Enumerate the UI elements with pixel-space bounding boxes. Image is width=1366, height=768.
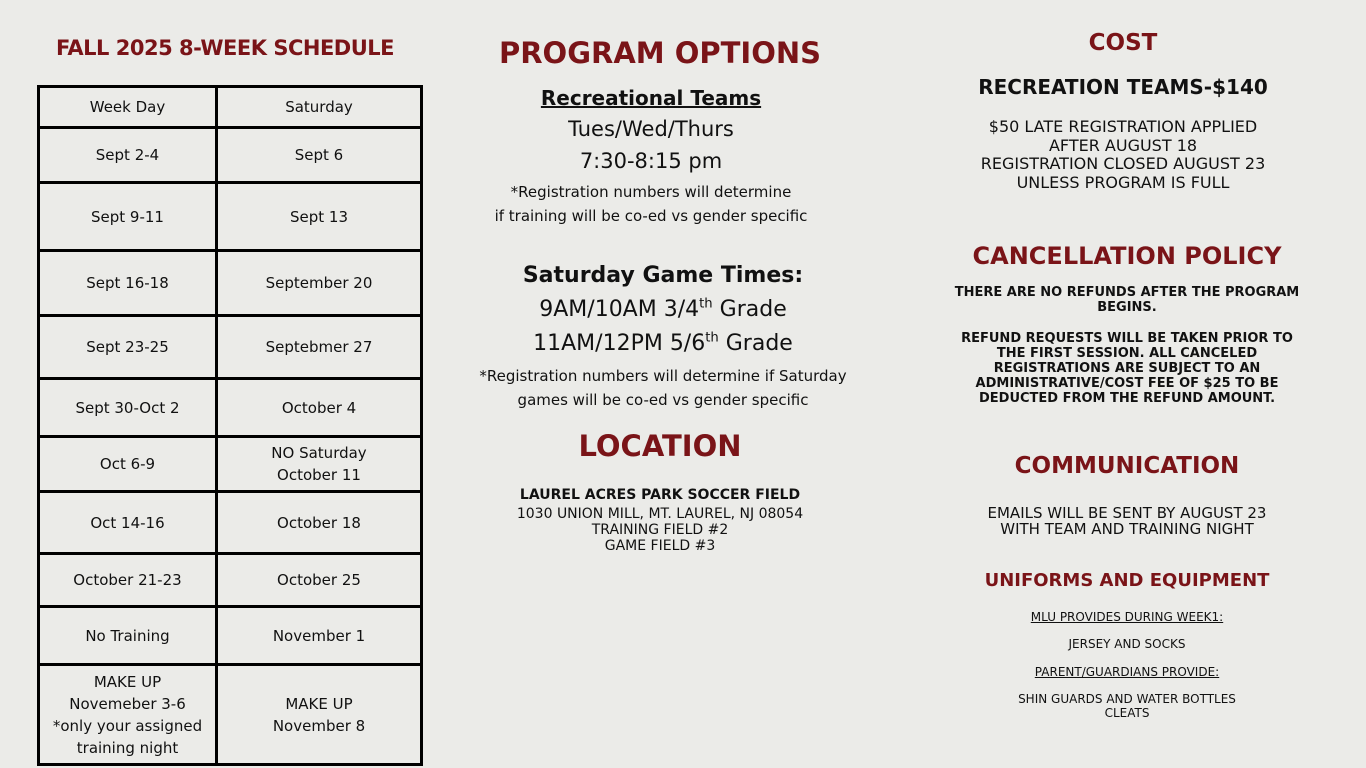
mlu-provides-heading: MLU PROVIDES DURING WEEK1: xyxy=(1030,610,1224,624)
cell-line: Oct 14-16 xyxy=(90,513,165,532)
cell-line: Oct 6-9 xyxy=(99,455,156,473)
game1-grade: Grade xyxy=(712,297,787,322)
game1-sup: th xyxy=(699,296,713,312)
game2-sup: th xyxy=(705,330,719,346)
cost-details xyxy=(940,118,1306,192)
game2-grade: Grade xyxy=(718,331,793,356)
table-row xyxy=(39,128,422,183)
saturday-cell xyxy=(217,492,422,554)
rec-note-line-1: *Registration numbers will determine xyxy=(510,183,792,201)
program-options-title: PROGRAM OPTIONS xyxy=(498,36,822,70)
table-row xyxy=(39,607,422,665)
cell-line: *only your assigned xyxy=(52,716,203,735)
cancellation-paragraph-1: THERE ARE NO REFUNDS AFTER THE PROGRAM BEGINS. xyxy=(954,285,1300,315)
weekday-cell xyxy=(39,492,217,554)
communication-line-2: WITH TEAM AND TRAINING NIGHT xyxy=(1000,520,1254,538)
game-times-heading: Saturday Game Times: xyxy=(522,263,804,288)
location-name: LAUREL ACRES PARK SOCCER FIELD xyxy=(519,487,801,503)
cell-line: Novemeber 3-6 xyxy=(69,694,186,713)
cell-line: Septebmer 27 xyxy=(265,338,373,356)
table-row xyxy=(39,316,422,379)
cell-line: training night xyxy=(76,738,179,757)
game-time-5-6-grade xyxy=(440,331,886,356)
cell-line: November 1 xyxy=(272,626,366,645)
cell-line: MAKE UP xyxy=(93,672,162,691)
cell-line: October 25 xyxy=(277,571,361,589)
weekday-cell xyxy=(39,251,217,316)
recreational-days: Tues/Wed/Thurs xyxy=(568,117,734,141)
parent-item-line-1: SHIN GUARDS AND WATER BOTTLES xyxy=(1018,692,1236,706)
table-row xyxy=(39,437,422,492)
schedule-table xyxy=(37,85,423,766)
game-note-line-2: games will be co-ed vs gender specific xyxy=(517,391,809,409)
weekday-cell xyxy=(39,183,217,251)
parent-provides-items xyxy=(940,692,1314,720)
cell-line: Sept 16-18 xyxy=(86,274,169,292)
cell-line: Sept 23-25 xyxy=(86,338,169,356)
table-row xyxy=(39,183,422,251)
cell-line: September 20 xyxy=(265,274,373,292)
weekday-cell xyxy=(39,607,217,665)
game-note xyxy=(440,364,886,412)
location-title: LOCATION xyxy=(578,429,742,463)
weekday-cell xyxy=(39,665,217,765)
saturday-cell xyxy=(217,316,422,379)
cell-line: Sept 13 xyxy=(289,207,348,226)
cell-line: Sept 30-Oct 2 xyxy=(75,398,180,417)
saturday-cell xyxy=(217,251,422,316)
mlu-provides-items: JERSEY AND SOCKS xyxy=(1068,637,1186,651)
game-note-line-1: *Registration numbers will determine if Saturday xyxy=(479,367,847,385)
saturday-cell xyxy=(217,379,422,437)
communication-title: COMMUNICATION xyxy=(1014,453,1240,479)
saturday-cell xyxy=(217,554,422,607)
cancellation-policy-title: CANCELLATION POLICY xyxy=(972,242,1282,270)
cost-line-2: AFTER AUGUST 18 xyxy=(1048,135,1198,155)
schedule-title: FALL 2025 8-WEEK SCHEDULE xyxy=(55,36,394,60)
parent-item-line-2: CLEATS xyxy=(1104,706,1150,720)
cost-line-3: REGISTRATION CLOSED AUGUST 23 xyxy=(980,154,1266,173)
saturday-cell xyxy=(217,665,422,765)
weekday-cell xyxy=(39,316,217,379)
cell-line: NO Saturday xyxy=(271,444,367,462)
location-address: 1030 UNION MILL, MT. LAUREL, NJ 08054 xyxy=(516,506,804,522)
location-training-field: TRAINING FIELD #2 xyxy=(591,522,729,538)
cell-line: October 4 xyxy=(281,398,357,417)
cell-line: Sept 9-11 xyxy=(91,207,164,226)
communication-line-1: EMAILS WILL BE SENT BY AUGUST 23 xyxy=(987,504,1267,522)
game2-time: 11AM/12PM 5/6 xyxy=(533,331,706,356)
recreational-time: 7:30-8:15 pm xyxy=(579,149,723,173)
table-row xyxy=(39,251,422,316)
header-saturday: Saturday xyxy=(217,87,422,128)
weekday-cell xyxy=(39,554,217,607)
header-week-day: Week Day xyxy=(39,87,217,128)
cell-line: October 18 xyxy=(277,513,361,532)
game1-time: 9AM/10AM 3/4 xyxy=(539,297,700,322)
cost-title: COST xyxy=(1088,30,1158,56)
weekday-cell xyxy=(39,437,217,492)
saturday-cell xyxy=(217,183,422,251)
table-row xyxy=(39,665,422,765)
table-row xyxy=(39,492,422,554)
game-time-3-4-grade xyxy=(440,297,886,322)
cell-line: November 8 xyxy=(272,716,366,735)
table-row xyxy=(39,379,422,437)
communication-details xyxy=(940,505,1314,537)
cell-line: October 11 xyxy=(277,466,361,484)
uniforms-title: UNIFORMS AND EQUIPMENT xyxy=(984,570,1270,591)
weekday-cell xyxy=(39,379,217,437)
recreational-teams-heading: Recreational Teams xyxy=(540,86,762,110)
schedule-table-body xyxy=(39,87,422,765)
location-details xyxy=(440,506,880,554)
saturday-cell xyxy=(217,128,422,183)
cost-line-4: UNLESS PROGRAM IS FULL xyxy=(1016,172,1230,192)
weekday-cell xyxy=(39,128,217,183)
table-header-row xyxy=(39,87,422,128)
cost-line-1: $50 LATE REGISTRATION APPLIED xyxy=(988,117,1258,136)
saturday-cell xyxy=(217,437,422,492)
cell-line: Sept 2-4 xyxy=(95,146,160,164)
cancellation-paragraph-2: REFUND REQUESTS WILL BE TAKEN PRIOR TO THE FIRST SESSION. ALL CANCELED REGISTRATIONS ARE SUBJECT TO AN ADMINISTRATIVE/COST FEE OF $25 TO BE DEDUCTED FROM THE REFUND AMOUNT. xyxy=(961,331,1293,406)
cell-line: MAKE UP xyxy=(285,694,353,713)
table-row xyxy=(39,554,422,607)
cell-line: No Training xyxy=(85,626,170,645)
cell-line: October 21-23 xyxy=(73,571,182,589)
location-game-field: GAME FIELD #3 xyxy=(604,538,716,554)
saturday-cell xyxy=(217,607,422,665)
recreation-team-cost: RECREATION TEAMS-$140 xyxy=(978,75,1268,99)
rec-note-line-2: if training will be co-ed vs gender specific xyxy=(494,207,808,225)
recreational-note xyxy=(440,180,862,228)
cell-line: Sept 6 xyxy=(294,146,344,164)
parent-provides-heading: PARENT/GUARDIANS PROVIDE: xyxy=(1034,665,1220,679)
